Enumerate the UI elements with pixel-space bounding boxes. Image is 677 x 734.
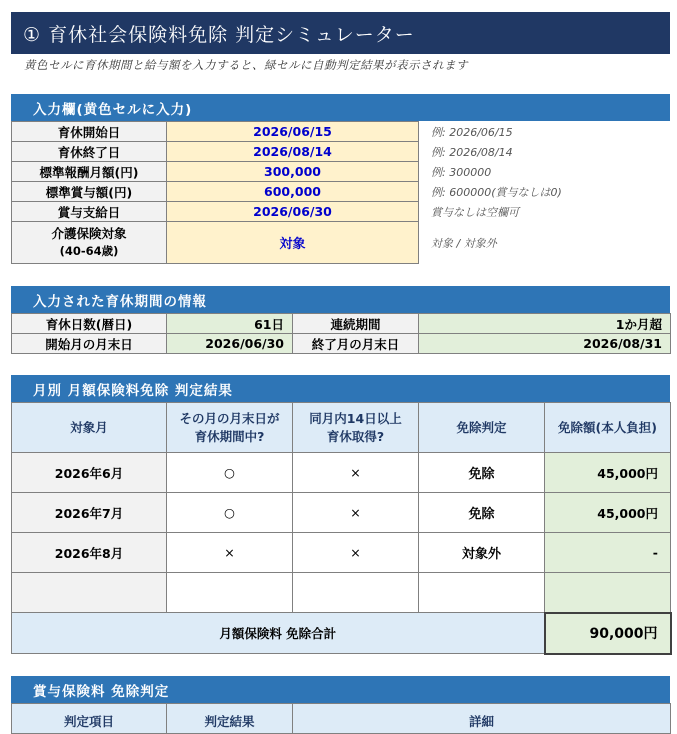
row-over14: ×	[293, 533, 419, 573]
care-insurance-input[interactable]: 対象	[167, 222, 419, 264]
page-subtitle: 黄色セルに育休期間と給与額を入力すると、緑セルに自動判定結果が表示されます	[24, 58, 468, 72]
care-insurance-label-line2: (40-64歳)	[59, 244, 119, 259]
bonus-amount-input[interactable]: 600,000	[167, 182, 419, 202]
bonus-col-item-header: 判定項目	[12, 704, 167, 734]
input-table	[11, 121, 671, 264]
monthly-section-header: 月別 月額保険料免除 判定結果	[11, 375, 670, 402]
monthly-total-value: 90,000円	[545, 613, 671, 654]
table-row	[12, 453, 671, 493]
period-row-2	[12, 334, 671, 354]
col-over14-line1: 同月内14日以上	[309, 411, 402, 426]
period-table	[11, 313, 671, 354]
end-date-example: 例: 2026/08/14	[431, 145, 513, 159]
row-amount: 45,000円	[545, 493, 671, 533]
period-row-1	[12, 314, 671, 334]
care-insurance-label	[12, 222, 167, 264]
end-month-end-label: 終了月の月末日	[293, 334, 419, 354]
end-date-label: 育休終了日	[12, 142, 167, 162]
start-date-label: 育休開始日	[12, 122, 167, 142]
col-over14-line2: 育休取得?	[326, 428, 385, 444]
end-date-input[interactable]: 2026/08/14	[167, 142, 419, 162]
monthly-results-table	[11, 402, 672, 655]
row-month: 2026年7月	[12, 493, 167, 533]
table-row	[12, 533, 671, 573]
leave-days-value: 61日	[167, 314, 293, 334]
row-amount: -	[545, 533, 671, 573]
input-row-end-date	[12, 142, 671, 162]
care-insurance-label-line1: 介護保険対象	[51, 226, 127, 242]
row-judgment: 対象外	[419, 533, 545, 573]
input-row-start-date	[12, 122, 671, 142]
col-end-in-period-header	[167, 403, 293, 453]
care-insurance-example: 対象 / 対象外	[431, 236, 497, 250]
col-judgment-header: 免除判定	[419, 403, 545, 453]
col-month-header: 対象月	[12, 403, 167, 453]
col-over14-header	[293, 403, 419, 453]
row-over14	[293, 573, 419, 613]
bonus-col-result-header: 判定結果	[167, 704, 293, 734]
table-row	[12, 573, 671, 613]
bonus-date-input[interactable]: 2026/06/30	[167, 202, 419, 222]
monthly-total-label: 月額保険料 免除合計	[12, 613, 545, 654]
row-end-in-period: ×	[167, 533, 293, 573]
bonus-col-detail-header: 詳細	[293, 704, 671, 734]
bonus-amount-example: 例: 600000(賞与なしは0)	[431, 185, 562, 199]
bonus-header-row	[12, 704, 671, 734]
row-amount	[545, 573, 671, 613]
start-date-example: 例: 2026/06/15	[431, 125, 513, 139]
input-row-monthly-salary	[12, 162, 671, 182]
monthly-salary-example: 例: 300000	[431, 165, 492, 179]
monthly-total-row	[12, 613, 671, 654]
row-month: 2026年8月	[12, 533, 167, 573]
row-month	[12, 573, 167, 613]
period-section-header: 入力された育休期間の情報	[11, 286, 670, 313]
col-end-in-period-line1: その月の月末日が	[179, 411, 280, 426]
continuous-period-label: 連続期間	[293, 314, 419, 334]
row-judgment: 免除	[419, 493, 545, 533]
row-month: 2026年6月	[12, 453, 167, 493]
start-month-end-label: 開始月の月末日	[12, 334, 167, 354]
row-over14: ×	[293, 453, 419, 493]
input-section-header: 入力欄(黄色セルに入力)	[11, 94, 670, 121]
leave-days-label: 育休日数(暦日)	[12, 314, 167, 334]
bonus-section-header: 賞与保険料 免除判定	[11, 676, 670, 703]
table-row	[12, 493, 671, 533]
col-amount-header: 免除額(本人負担)	[545, 403, 671, 453]
row-end-in-period: ○	[167, 493, 293, 533]
start-month-end-value: 2026/06/30	[167, 334, 293, 354]
monthly-header-row	[12, 403, 671, 453]
bonus-date-label: 賞与支給日	[12, 202, 167, 222]
row-over14: ×	[293, 493, 419, 533]
input-row-bonus	[12, 182, 671, 202]
bonus-date-example: 賞与なしは空欄可	[431, 205, 519, 219]
page-title: ① 育休社会保険料免除 判定シミュレーター	[11, 12, 670, 54]
input-row-bonus-date	[12, 202, 671, 222]
monthly-salary-label: 標準報酬月額(円)	[12, 162, 167, 182]
row-judgment	[419, 573, 545, 613]
start-date-input[interactable]: 2026/06/15	[167, 122, 419, 142]
input-row-care	[12, 222, 671, 264]
col-end-in-period-line2: 育休期間中?	[194, 428, 265, 444]
monthly-salary-input[interactable]: 300,000	[167, 162, 419, 182]
row-end-in-period: ○	[167, 453, 293, 493]
row-judgment: 免除	[419, 453, 545, 493]
row-amount: 45,000円	[545, 453, 671, 493]
bonus-amount-label: 標準賞与額(円)	[12, 182, 167, 202]
continuous-period-value: 1か月超	[419, 314, 671, 334]
bonus-table	[11, 703, 671, 734]
end-month-end-value: 2026/08/31	[419, 334, 671, 354]
row-end-in-period	[167, 573, 293, 613]
